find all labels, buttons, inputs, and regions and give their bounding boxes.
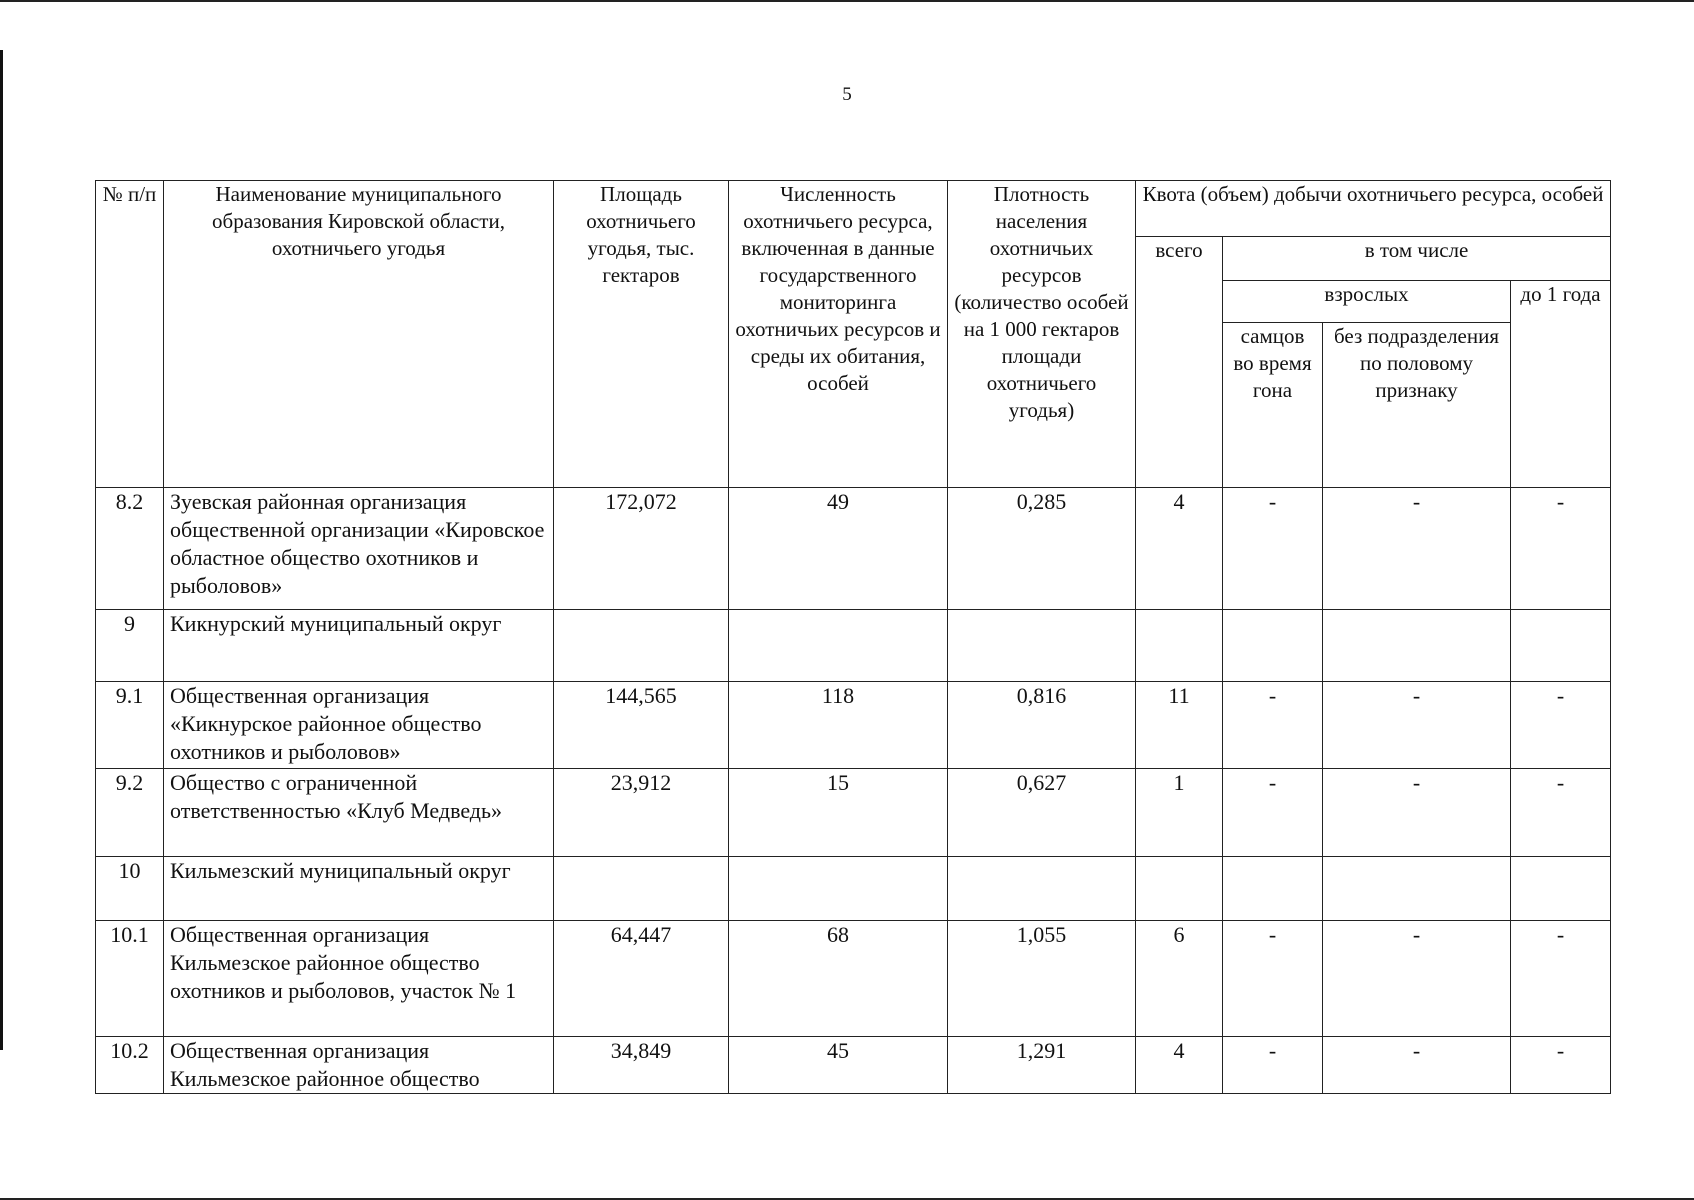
table-row: [96, 1037, 1611, 1094]
row-males: -: [1223, 769, 1323, 857]
row-nodiv: [1323, 610, 1511, 682]
row-nodiv: [1323, 857, 1511, 921]
header-males-rut: самцов во время гона: [1223, 323, 1323, 488]
row-young: -: [1511, 682, 1611, 769]
row-young: [1511, 857, 1611, 921]
table-row: [96, 921, 1611, 1037]
row-total: [1136, 610, 1223, 682]
row-density: [948, 857, 1136, 921]
row-total: 4: [1136, 1037, 1223, 1094]
row-area: 23,912: [554, 769, 729, 857]
row-total: 11: [1136, 682, 1223, 769]
row-name: Общественная организация Кильмезское районное общество охотников и рыболовов, участок № 1: [164, 921, 554, 1037]
page-number: 5: [842, 84, 852, 105]
header-name: Наименование муниципального образования Кировской области, охотничьего угодья: [164, 181, 554, 488]
header-total: всего: [1136, 237, 1223, 488]
row-young: -: [1511, 769, 1611, 857]
row-num: 10.1: [96, 921, 164, 1037]
row-males: -: [1223, 921, 1323, 1037]
table-row: [96, 769, 1611, 857]
row-area: 144,565: [554, 682, 729, 769]
row-nodiv: -: [1323, 1037, 1511, 1094]
row-males: [1223, 857, 1323, 921]
row-num: 10: [96, 857, 164, 921]
scan-border-top: [0, 0, 1694, 2]
row-males: -: [1223, 1037, 1323, 1094]
row-population: [729, 857, 948, 921]
scan-border-left: [0, 50, 3, 1050]
row-young: -: [1511, 1037, 1611, 1094]
row-name: Общество с ограниченной ответственностью «Клуб Медведь»: [164, 769, 554, 857]
row-young: [1511, 610, 1611, 682]
row-area: 172,072: [554, 488, 729, 610]
row-nodiv: -: [1323, 682, 1511, 769]
row-density: 0,816: [948, 682, 1136, 769]
header-no-sex-division: без подразделения по половому признаку: [1323, 323, 1511, 488]
row-name: Общественная организация Кильмезское районное общество: [164, 1037, 554, 1094]
row-area: 34,849: [554, 1037, 729, 1094]
row-population: 49: [729, 488, 948, 610]
row-name: Зуевская районная организация общественной организации «Кировское областное общество охотников и рыболовов»: [164, 488, 554, 610]
row-name: Кильмезский муниципальный округ: [164, 857, 554, 921]
table-row: [96, 857, 1611, 921]
row-total: 6: [1136, 921, 1223, 1037]
row-population: 68: [729, 921, 948, 1037]
table-row: [96, 610, 1611, 682]
row-males: -: [1223, 682, 1323, 769]
row-total: [1136, 857, 1223, 921]
row-num: 9.2: [96, 769, 164, 857]
row-population: [729, 610, 948, 682]
table-row: [96, 488, 1611, 610]
row-males: -: [1223, 488, 1323, 610]
row-area: [554, 610, 729, 682]
row-density: 1,055: [948, 921, 1136, 1037]
row-density: 0,627: [948, 769, 1136, 857]
header-including: в том числе: [1223, 237, 1611, 281]
row-area: [554, 857, 729, 921]
row-total: 1: [1136, 769, 1223, 857]
header-quota: Квота (объем) добычи охотничьего ресурса, особей: [1136, 181, 1611, 237]
row-area: 64,447: [554, 921, 729, 1037]
row-density: [948, 610, 1136, 682]
row-num: 10.2: [96, 1037, 164, 1094]
hunting-quota-table: [95, 180, 1611, 1094]
row-population: 118: [729, 682, 948, 769]
row-num: 9: [96, 610, 164, 682]
row-density: 0,285: [948, 488, 1136, 610]
header-under-one-year: до 1 года: [1511, 281, 1611, 488]
row-population: 45: [729, 1037, 948, 1094]
header-area: Площадь охотничьего угодья, тыс. гектаров: [554, 181, 729, 488]
row-young: -: [1511, 488, 1611, 610]
header-num: № п/п: [96, 181, 164, 488]
header-adults: взрослых: [1223, 281, 1511, 323]
row-total: 4: [1136, 488, 1223, 610]
row-nodiv: -: [1323, 921, 1511, 1037]
row-males: [1223, 610, 1323, 682]
header-population: Численность охотничьего ресурса, включенная в данные государственного мониторинга охотничьих ресурсов и среды их обитания, особей: [729, 181, 948, 488]
row-num: 8.2: [96, 488, 164, 610]
table-row: [96, 682, 1611, 769]
row-name: Общественная организация «Кикнурское районное общество охотников и рыболовов»: [164, 682, 554, 769]
row-nodiv: -: [1323, 488, 1511, 610]
row-young: -: [1511, 921, 1611, 1037]
header-density: Плотность населения охотничьих ресурсов (количество особей на 1 000 гектаров площади охотничьего угодья): [948, 181, 1136, 488]
row-num: 9.1: [96, 682, 164, 769]
row-name: Кикнурский муниципальный округ: [164, 610, 554, 682]
row-nodiv: -: [1323, 769, 1511, 857]
row-population: 15: [729, 769, 948, 857]
row-density: 1,291: [948, 1037, 1136, 1094]
